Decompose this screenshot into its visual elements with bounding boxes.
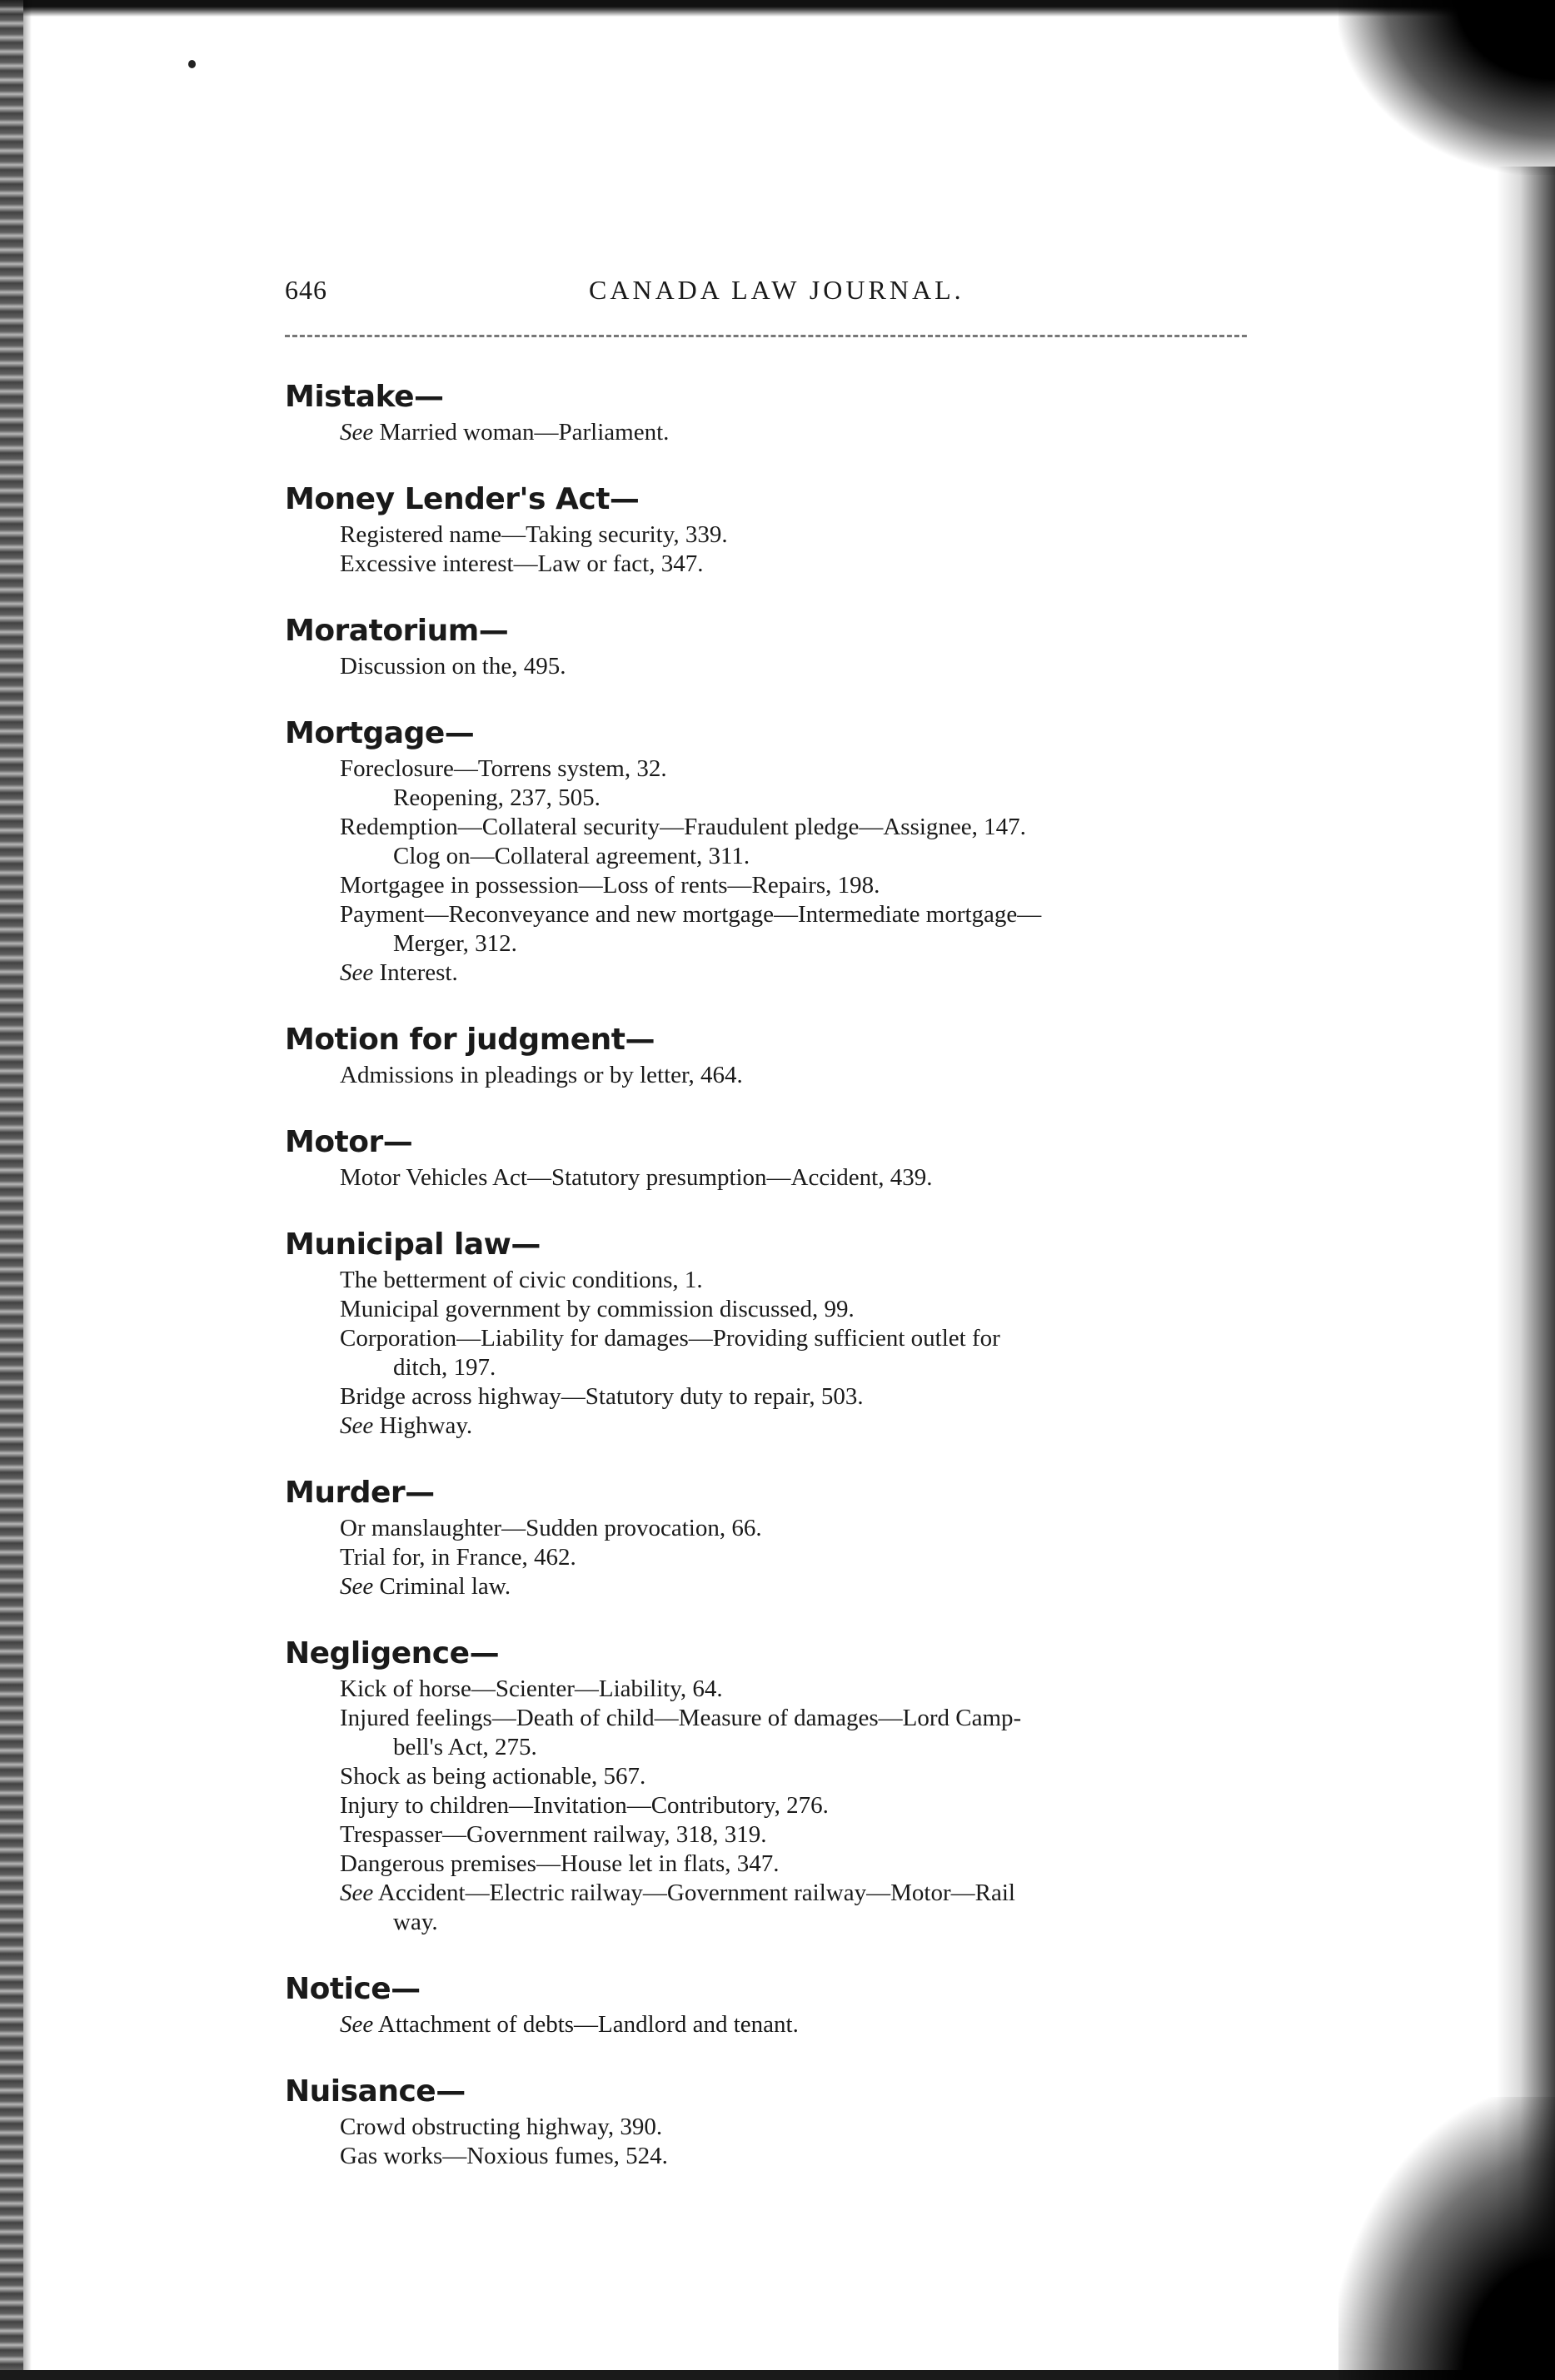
subentry-line xyxy=(393,784,1251,813)
subentry-text: Payment—Reconveyance and new mortgage—Intermediate mortgage— xyxy=(340,901,1042,928)
scan-border-top xyxy=(0,0,1555,17)
see-reference-label: See xyxy=(340,1412,374,1439)
subentry-line xyxy=(340,1879,1251,1937)
subentry-text: Redemption—Collateral security—Fraudulent pledge—Assignee, 147. xyxy=(340,814,1026,840)
scan-shadow-right-edge xyxy=(1497,167,1555,2365)
subentry-text: Registered name—Taking security, 339. xyxy=(340,521,728,548)
subentry-continuation: ditch, 197. xyxy=(393,1354,496,1381)
subentry-line xyxy=(340,1675,1251,1704)
subentry-line xyxy=(340,2142,1251,2171)
subentry-line xyxy=(340,900,1251,958)
scan-shadow-bottom-right xyxy=(1338,2097,1555,2380)
subentry-text: Criminal law. xyxy=(373,1573,511,1600)
subentry-text: Or manslaughter—Sudden provocation, 66. xyxy=(340,1515,762,1541)
subentry-line xyxy=(340,1543,1251,1572)
subentry-line xyxy=(340,520,1251,550)
subentry-text: Injury to children—Invitation—Contributory, 276. xyxy=(340,1792,829,1819)
subentry-continuation: Merger, 312. xyxy=(393,930,517,957)
subentry-text: Bridge across highway—Statutory duty to repair, 503. xyxy=(340,1383,864,1410)
subentry-text: Married woman—Parliament. xyxy=(373,419,670,446)
subentry-line xyxy=(340,2113,1251,2142)
index-entry xyxy=(285,610,1251,681)
subentry-line xyxy=(340,1791,1251,1820)
subentry-line xyxy=(340,1324,1251,1382)
subentry-line xyxy=(340,1514,1251,1543)
subentry-text: Admissions in pleadings or by letter, 464. xyxy=(340,1062,743,1088)
subentry-continuation: bell's Act, 275. xyxy=(393,1734,537,1760)
subentry-text: Corporation—Liability for damages—Providing sufficient outlet for xyxy=(340,1325,1000,1352)
subentry-text: Motor Vehicles Act—Statutory presumption—Accident, 439. xyxy=(340,1164,933,1191)
subentry-line xyxy=(340,1572,1251,1601)
subentry-text: Highway. xyxy=(373,1412,473,1439)
subentry-text: Shock as being actionable, 567. xyxy=(340,1763,646,1790)
index-entry xyxy=(285,376,1251,447)
subentry-line xyxy=(340,1762,1251,1791)
subentry-line xyxy=(340,1266,1251,1295)
index-entry xyxy=(285,1224,1251,1441)
running-title: CANADA LAW JOURNAL. xyxy=(589,275,964,305)
entry-heading: Mortgage— xyxy=(285,716,475,750)
subentry-line xyxy=(340,754,1251,784)
subentry-text: Municipal government by commission discussed, 99. xyxy=(340,1296,855,1322)
subentry-text: Trial for, in France, 462. xyxy=(340,1544,576,1571)
subentry-text: Dangerous premises—House let in flats, 347. xyxy=(340,1850,780,1877)
index-entry xyxy=(285,1969,1251,2039)
subentry-text: Excessive interest—Law or fact, 347. xyxy=(340,550,704,577)
index-entry xyxy=(285,1472,1251,1601)
subentry-line xyxy=(340,2010,1251,2039)
subentry-text: Interest. xyxy=(373,959,458,986)
scan-shadow-top-right xyxy=(1338,0,1555,175)
scan-border-bottom xyxy=(0,2370,1555,2380)
see-reference-label: See xyxy=(340,419,374,446)
header-rule xyxy=(285,335,1247,337)
entry-heading: Negligence— xyxy=(285,1636,500,1670)
entry-heading: Municipal law— xyxy=(285,1227,541,1262)
index-entry xyxy=(285,1633,1251,1937)
entry-heading: Motor— xyxy=(285,1125,413,1159)
see-reference-label: See xyxy=(340,1880,374,1906)
subentry-line xyxy=(340,550,1251,579)
index-entry xyxy=(285,713,1251,988)
see-reference-label: See xyxy=(340,1573,374,1600)
subentry-line xyxy=(340,871,1251,900)
subentry-line xyxy=(340,958,1251,988)
subentry-text: Injured feelings—Death of child—Measure of damages—Lord Camp- xyxy=(340,1705,1022,1731)
subentry-continuation: way. xyxy=(393,1909,438,1935)
index-entry xyxy=(285,1019,1251,1090)
entry-heading: Murder— xyxy=(285,1476,435,1510)
subentry-text: Reopening, 237, 505. xyxy=(393,784,601,811)
subentry-line xyxy=(340,1704,1251,1762)
entry-heading: Mistake— xyxy=(285,380,444,414)
subentry-text: Gas works—Noxious fumes, 524. xyxy=(340,2143,668,2169)
subentry-line xyxy=(340,418,1251,447)
subentry-line xyxy=(340,1850,1251,1879)
ink-speck xyxy=(188,60,196,68)
subentry-text: Accident—Electric railway—Government railway—Motor—Rail xyxy=(373,1880,1015,1906)
entry-heading: Money Lender's Act— xyxy=(285,482,640,516)
see-reference-label: See xyxy=(340,959,374,986)
subentry-line xyxy=(340,1412,1251,1441)
subentry-line xyxy=(340,1061,1251,1090)
subentry-text: Discussion on the, 495. xyxy=(340,653,566,680)
subentry-text: Foreclosure—Torrens system, 32. xyxy=(340,755,667,782)
subentry-text: Clog on—Collateral agreement, 311. xyxy=(393,843,750,869)
subentry-line xyxy=(340,1163,1251,1192)
page-number: 646 xyxy=(285,275,327,305)
subentry-text: Crowd obstructing highway, 390. xyxy=(340,2114,663,2140)
entry-heading: Motion for judgment— xyxy=(285,1023,655,1057)
scan-border-left xyxy=(0,0,23,2380)
subentry-text: The betterment of civic conditions, 1. xyxy=(340,1267,703,1293)
subentry-line xyxy=(340,652,1251,681)
subentry-line xyxy=(340,1382,1251,1412)
index-body xyxy=(285,376,1251,2203)
index-entry xyxy=(285,2071,1251,2171)
entry-heading: Moratorium— xyxy=(285,614,509,648)
index-entry xyxy=(285,1122,1251,1192)
page-header xyxy=(285,275,1243,311)
subentry-text: Mortgagee in possession—Loss of rents—Repairs, 198. xyxy=(340,872,880,899)
entry-heading: Notice— xyxy=(285,1972,421,2006)
subentry-line xyxy=(340,1295,1251,1324)
subentry-line xyxy=(340,813,1251,842)
subentry-line xyxy=(340,1820,1251,1850)
entry-heading: Nuisance— xyxy=(285,2074,466,2109)
subentry-text: Kick of horse—Scienter—Liability, 64. xyxy=(340,1675,723,1702)
index-entry xyxy=(285,479,1251,579)
subentry-text: Attachment of debts—Landlord and tenant. xyxy=(373,2011,799,2038)
subentry-line xyxy=(393,842,1251,871)
subentry-text: Trespasser—Government railway, 318, 319. xyxy=(340,1821,767,1848)
see-reference-label: See xyxy=(340,2011,374,2038)
